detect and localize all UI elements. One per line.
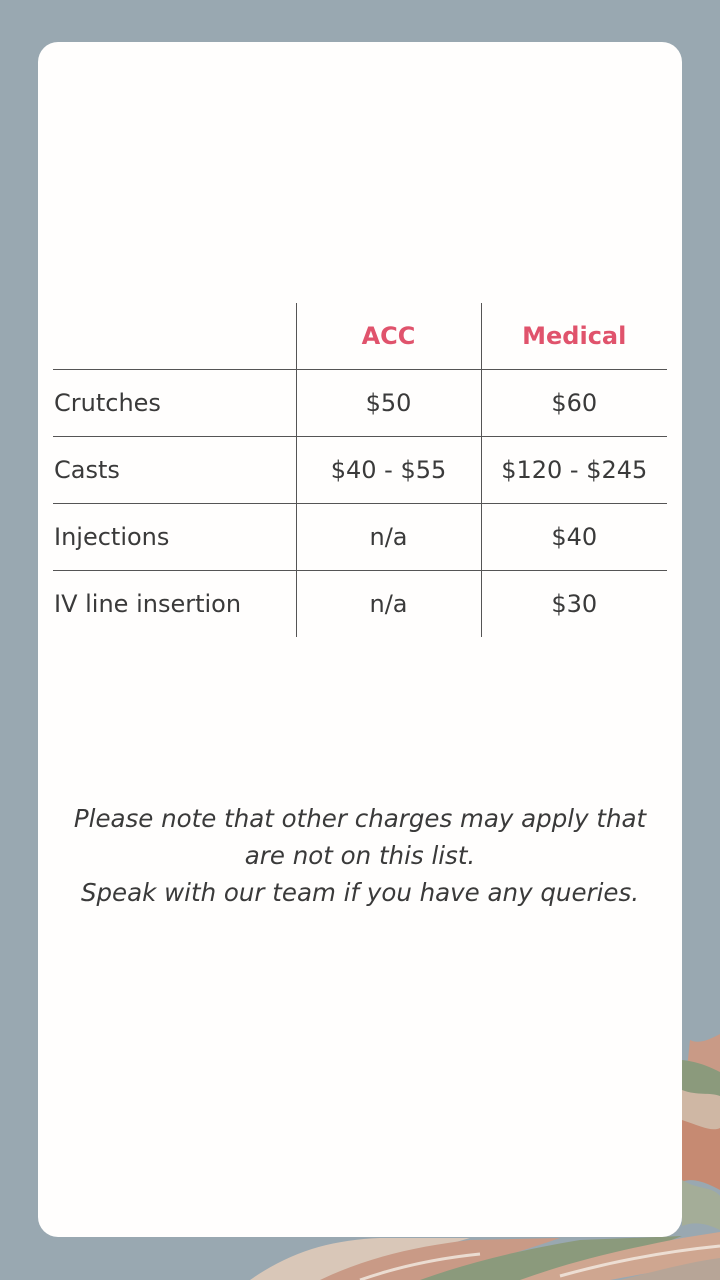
row-item-label: Casts [53,437,296,504]
row-item-label: IV line insertion [53,571,296,638]
row-acc-value: n/a [296,504,481,571]
header-acc: ACC [296,303,481,370]
note-line-1: Please note that other charges may apply that are not on this list. [73,804,647,870]
table-header-row [53,303,667,370]
row-acc-value: $50 [296,370,481,437]
charges-note [58,800,662,911]
table-row [53,571,667,638]
row-medical-value: $120 - $245 [481,437,667,504]
row-item-label: Injections [53,504,296,571]
row-item-label: Crutches [53,370,296,437]
row-medical-value: $60 [481,370,667,437]
row-acc-value: n/a [296,571,481,638]
header-empty-cell [53,303,296,370]
row-acc-value: $40 - $55 [296,437,481,504]
row-medical-value: $40 [481,504,667,571]
table-row [53,370,667,437]
note-line-2: Speak with our team if you have any queries. [80,878,640,907]
row-medical-value: $30 [481,571,667,638]
table-row [53,504,667,571]
header-medical: Medical [481,303,667,370]
table-row [53,437,667,504]
fees-table [53,303,667,637]
fee-card [38,42,682,1237]
